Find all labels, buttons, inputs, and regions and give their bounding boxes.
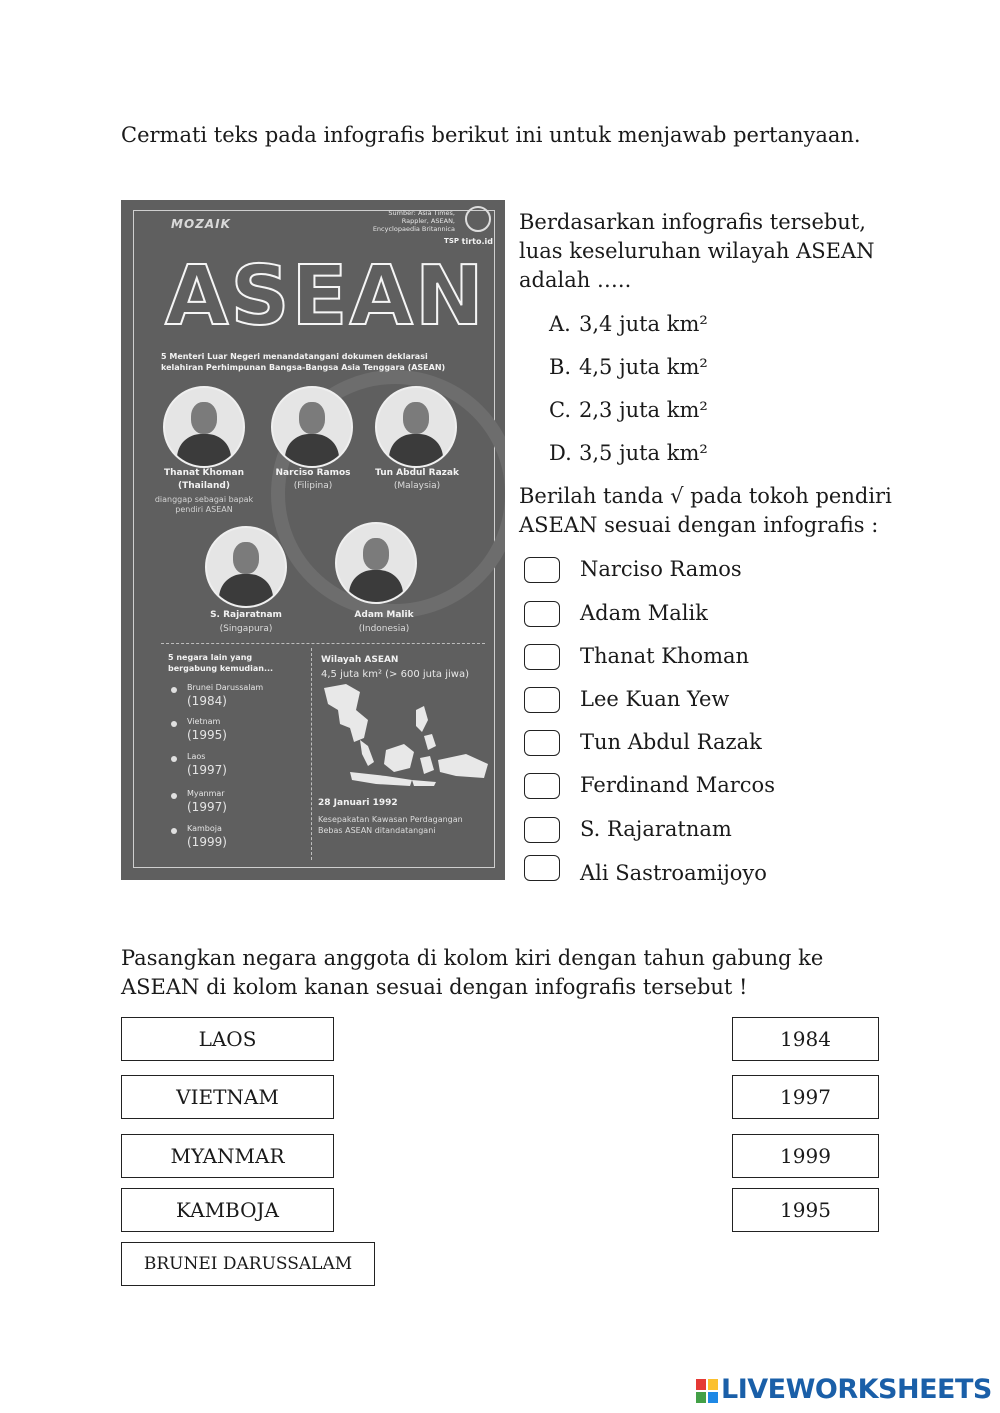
match-right-item[interactable]: 1997	[732, 1075, 879, 1119]
checkbox-label: Narciso Ramos	[580, 557, 742, 581]
portrait-narciso-ramos	[271, 386, 353, 468]
founder-name: Tun Abdul Razak	[375, 468, 459, 478]
checkbox[interactable]	[524, 730, 560, 756]
checkbox[interactable]	[524, 773, 560, 799]
founder-country: (Indonesia)	[358, 624, 410, 634]
checkbox-label: Tun Abdul Razak	[580, 730, 762, 754]
checkbox-label: Ali Sastroamijoyo	[580, 861, 767, 885]
match-left-item[interactable]: KAMBOJA	[121, 1188, 334, 1232]
option-b[interactable]: B. 4,5 juta km²	[549, 355, 708, 379]
region-title: Wilayah ASEAN	[321, 655, 399, 665]
publisher-logo-icon	[465, 206, 491, 232]
checkbox[interactable]	[524, 557, 560, 583]
match-right-item[interactable]: 1995	[732, 1188, 879, 1232]
founder-country: (Malaysia)	[393, 481, 441, 491]
divider	[311, 648, 312, 860]
brand-label: MOZAIK	[171, 217, 231, 231]
publisher-label: tirto.id	[461, 237, 493, 246]
option-a[interactable]: A. 3,4 juta km²	[549, 312, 708, 336]
founder-country: (Singapura)	[219, 624, 273, 634]
match-right-item[interactable]: 1984	[732, 1017, 879, 1061]
option-c[interactable]: C. 2,3 juta km²	[549, 398, 708, 422]
region-value: 4,5 juta km² (> 600 juta jiwa)	[321, 669, 469, 680]
intro-text: Cermati teks pada infografis berikut ini untuk menjawab pertanyaan.	[121, 123, 861, 147]
liveworksheets-logo-icon	[696, 1379, 718, 1403]
checkbox[interactable]	[524, 817, 560, 843]
checkbox-label: Adam Malik	[580, 601, 708, 625]
checkbox[interactable]	[524, 644, 560, 670]
other-members-title: 5 negara lain yang bergabung kemudian...	[168, 653, 274, 673]
checkbox-label: Thanat Khoman	[580, 644, 750, 668]
question-2-text: Berilah tanda √ pada tokoh pendiri ASEAN sesuai dengan infografis :	[519, 484, 892, 537]
infographic-title: ASEAN	[165, 249, 486, 344]
founder-name: S. Rajaratnam	[210, 610, 282, 620]
founder-country: (Thailand)	[178, 481, 230, 491]
match-left-item[interactable]: VIETNAM	[121, 1075, 334, 1119]
tsp-label: TSP	[444, 237, 459, 245]
portrait-tun-abdul-razak	[375, 386, 457, 468]
option-d[interactable]: D. 3,5 juta km²	[549, 441, 708, 465]
match-left-item[interactable]: LAOS	[121, 1017, 334, 1061]
match-left-item[interactable]: MYANMAR	[121, 1134, 334, 1178]
checkbox[interactable]	[524, 687, 560, 713]
liveworksheets-logo	[696, 1376, 992, 1406]
founder-name: Adam Malik	[354, 610, 414, 620]
date-note: Kesepakatan Kawasan Perdagangan Bebas ASEAN ditandatangani	[318, 815, 463, 835]
founder-note: dianggap sebagai bapak pendiri ASEAN	[154, 495, 254, 514]
divider	[161, 643, 485, 644]
infographic-subtitle: 5 Menteri Luar Negeri menandatangani dokumen deklarasi kelahiran Perhimpunan Bangsa-Bangsa Asia Tenggara (ASEAN)	[161, 352, 446, 372]
checkbox-label: Lee Kuan Yew	[580, 687, 730, 711]
checkbox[interactable]	[524, 855, 560, 881]
checkbox-label: S. Rajaratnam	[580, 817, 732, 841]
checkbox-label: Ferdinand Marcos	[580, 773, 775, 797]
founder-name: Thanat Khoman	[164, 468, 244, 478]
portrait-s-rajaratnam	[205, 526, 287, 608]
source-note: Sumber: Asia Times, Rappler, ASEAN, Encyclopaedia Britannica	[372, 209, 455, 233]
founder-country: (Filipina)	[293, 481, 333, 491]
checkbox[interactable]	[524, 601, 560, 627]
match-left-item[interactable]: BRUNEI DARUSSALAM	[121, 1242, 375, 1286]
brand-name: LIVEWORKSHEETS	[721, 1374, 992, 1405]
question-1-text: Berdasarkan infografis tersebut, luas keseluruhan wilayah ASEAN adalah …..	[519, 210, 875, 292]
portrait-adam-malik	[335, 522, 417, 604]
match-right-item[interactable]: 1999	[732, 1134, 879, 1178]
southeast-asia-map-icon	[316, 680, 496, 790]
portrait-thanat-khoman	[163, 386, 245, 468]
asean-infographic: MOZAIK Sumber: Asia Times, Rappler, ASEAN, Encyclopaedia Britannica TSP tirto.id ASEAN 5 Menteri Luar Negeri menandatangani dokumen deklarasi kelahiran Perhimpunan Bangsa-Bangsa Asia Tenggara (ASEAN) Thanat Khoman (Thailand) dianggap sebagai bapak pendiri ASEAN Narciso Ramos (Filipina) Tun Abdul Razak (Malaysia) S. Rajaratnam (Singapura) Adam Malik (Indonesia) 5 negara lain yang bergabung kemudian... Brunei Darussalam (1984) Vietnam (1995) Laos (1997) Myanmar (1997) Kamboja (1999) Wilayah ASEAN 4,5 juta km² (> 600 juta jiwa) 28 Januari 1992 Kesepakatan Kawasan Perdagangan Bebas ASEAN ditandatangani	[121, 200, 505, 880]
date-title: 28 Januari 1992	[318, 798, 398, 808]
founder-name: Narciso Ramos	[275, 468, 351, 478]
question-3-text: Pasangkan negara anggota di kolom kiri dengan tahun gabung ke ASEAN di kolom kanan sesuai dengan infografis tersebut !	[121, 946, 824, 999]
